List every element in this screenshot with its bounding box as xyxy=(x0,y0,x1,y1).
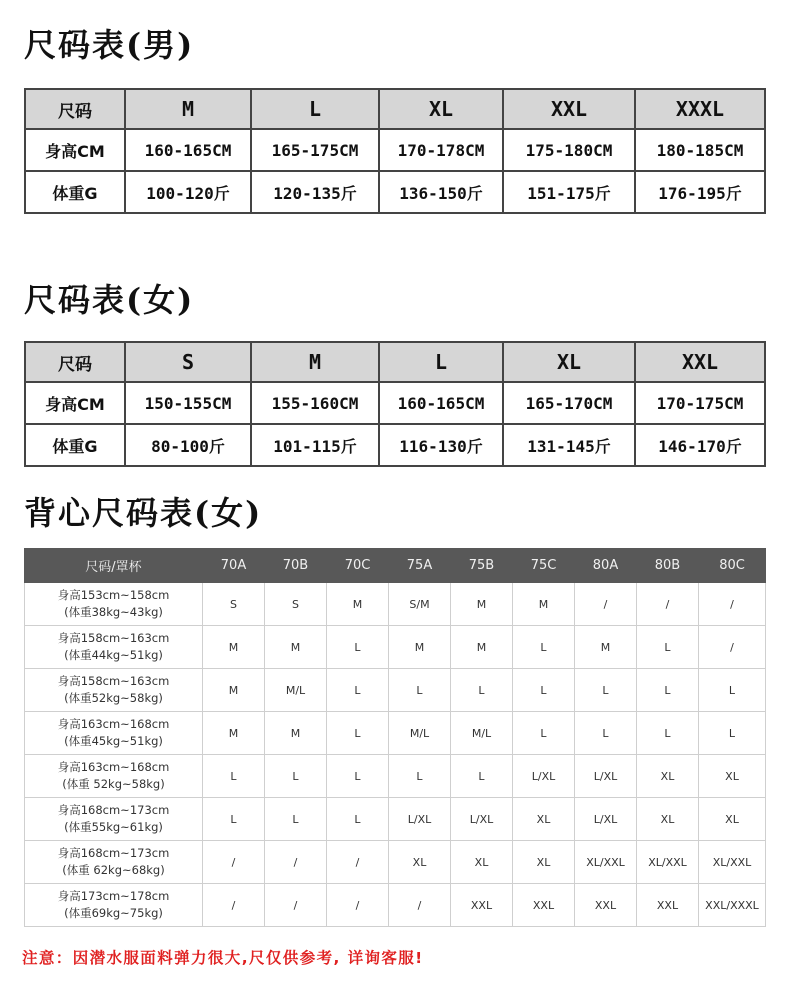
table-cell: 170-178CM xyxy=(379,129,503,171)
table-cell: 165-170CM xyxy=(503,382,635,424)
table-cell: L xyxy=(327,626,389,669)
body-measurement-label xyxy=(25,755,203,798)
table-cell: / xyxy=(637,583,699,626)
size-column-header: XXL xyxy=(503,89,635,129)
table-cell: 131-145斤 xyxy=(503,424,635,466)
body-measurement-label xyxy=(25,583,203,626)
vest-size-table xyxy=(24,548,766,927)
women-size-chart-title: 尺码表(女) xyxy=(24,281,195,319)
table-cell: L xyxy=(513,712,575,755)
size-column-header: M xyxy=(251,342,379,382)
table-cell: L xyxy=(699,669,766,712)
height-range: 身高153cm~158cm xyxy=(57,588,170,602)
table-cell: M xyxy=(513,583,575,626)
cup-size-column-header: 70C xyxy=(327,549,389,583)
table-cell: L xyxy=(513,669,575,712)
table-cell: L xyxy=(389,669,451,712)
row-label: 身高CM xyxy=(25,129,125,171)
table-cell: 150-155CM xyxy=(125,382,251,424)
table-row xyxy=(25,841,766,884)
table-cell: L/XL xyxy=(575,798,637,841)
cup-size-column-header: 80A xyxy=(575,549,637,583)
size-column-header: L xyxy=(379,342,503,382)
table-cell: M/L xyxy=(451,712,513,755)
height-range: 身高158cm~163cm xyxy=(57,631,170,645)
table-cell: M xyxy=(203,626,265,669)
table-cell: M xyxy=(451,626,513,669)
table-cell: / xyxy=(265,841,327,884)
notice-text: 注意：因潜水服面料弹力很大,尺仅供参考, 详询客服! xyxy=(22,949,424,967)
table-row xyxy=(25,669,766,712)
cup-size-column-header: 70B xyxy=(265,549,327,583)
size-column-header: XXL xyxy=(635,342,765,382)
size-column-header: XL xyxy=(503,342,635,382)
table-cell: / xyxy=(389,884,451,927)
height-range: 身高173cm~178cm xyxy=(57,889,170,903)
table-cell: L xyxy=(513,626,575,669)
cup-size-column-header: 75C xyxy=(513,549,575,583)
size-column-header: S xyxy=(125,342,251,382)
table-cell: / xyxy=(699,583,766,626)
table-cell: L xyxy=(451,755,513,798)
weight-range: (体重55kg~61kg) xyxy=(64,820,163,834)
table-cell: L xyxy=(637,712,699,755)
table-cell: L xyxy=(327,798,389,841)
table-cell: M xyxy=(203,669,265,712)
height-range: 身高168cm~173cm xyxy=(57,846,170,860)
vest-header-row xyxy=(25,549,766,583)
table-cell: L xyxy=(327,712,389,755)
table-cell: XL/XXL xyxy=(699,841,766,884)
table-cell: 100-120斤 xyxy=(125,171,251,213)
row-label: 体重G xyxy=(25,424,125,466)
table-cell: XXL/XXXL xyxy=(699,884,766,927)
table-cell: L/XL xyxy=(451,798,513,841)
table-row xyxy=(25,755,766,798)
table-cell: XL xyxy=(451,841,513,884)
size-header-label: 尺码 xyxy=(25,342,125,382)
table-cell: L xyxy=(203,798,265,841)
table-cell: L xyxy=(265,798,327,841)
table-cell: XXL xyxy=(451,884,513,927)
table-cell: 175-180CM xyxy=(503,129,635,171)
table-cell: XL xyxy=(513,798,575,841)
row-label: 体重G xyxy=(25,171,125,213)
table-cell: 146-170斤 xyxy=(635,424,765,466)
table-cell: 176-195斤 xyxy=(635,171,765,213)
table-cell: M/L xyxy=(389,712,451,755)
size-column-header: L xyxy=(251,89,379,129)
table-cell: L xyxy=(203,755,265,798)
body-measurement-label xyxy=(25,669,203,712)
table-cell: L xyxy=(637,626,699,669)
table-cell: / xyxy=(327,884,389,927)
table-cell: 165-175CM xyxy=(251,129,379,171)
body-measurement-label xyxy=(25,798,203,841)
height-range: 身高158cm~163cm xyxy=(57,674,170,688)
table-cell: M xyxy=(575,626,637,669)
table-cell: XL xyxy=(389,841,451,884)
table-cell: 155-160CM xyxy=(251,382,379,424)
table-row xyxy=(25,583,766,626)
table-row xyxy=(25,129,765,171)
weight-range: (体重 52kg~58kg) xyxy=(62,777,165,791)
table-cell: 160-165CM xyxy=(379,382,503,424)
body-measurement-label xyxy=(25,841,203,884)
table-cell: 160-165CM xyxy=(125,129,251,171)
table-cell: XL xyxy=(637,798,699,841)
table-cell: XL/XXL xyxy=(637,841,699,884)
table-row xyxy=(25,171,765,213)
table-cell: M xyxy=(203,712,265,755)
header-row xyxy=(25,342,765,382)
table-cell: S xyxy=(203,583,265,626)
table-cell: / xyxy=(203,841,265,884)
table-cell: L/XL xyxy=(513,755,575,798)
size-column-header: M xyxy=(125,89,251,129)
table-cell: 170-175CM xyxy=(635,382,765,424)
table-cell: XL xyxy=(699,798,766,841)
table-cell: L xyxy=(327,755,389,798)
vest-size-chart-title: 背心尺码表(女) xyxy=(24,494,263,532)
weight-range: (体重 62kg~68kg) xyxy=(62,863,165,877)
table-row xyxy=(25,382,765,424)
table-cell: M/L xyxy=(265,669,327,712)
table-cell: S xyxy=(265,583,327,626)
table-cell: 151-175斤 xyxy=(503,171,635,213)
table-cell: L xyxy=(575,712,637,755)
cup-size-column-header: 75B xyxy=(451,549,513,583)
table-cell: L xyxy=(637,669,699,712)
table-cell: XXL xyxy=(575,884,637,927)
cup-size-column-header: 80B xyxy=(637,549,699,583)
table-row xyxy=(25,424,765,466)
cup-size-column-header: 75A xyxy=(389,549,451,583)
weight-range: (体重44kg~51kg) xyxy=(64,648,163,662)
height-range: 身高163cm~168cm xyxy=(57,717,170,731)
table-cell: XXL xyxy=(637,884,699,927)
body-measurement-label xyxy=(25,626,203,669)
table-cell: M xyxy=(265,626,327,669)
table-cell: / xyxy=(327,841,389,884)
table-cell: / xyxy=(203,884,265,927)
table-cell: M xyxy=(265,712,327,755)
table-row xyxy=(25,626,766,669)
height-range: 身高163cm~168cm xyxy=(57,760,170,774)
weight-range: (体重45kg~51kg) xyxy=(64,734,163,748)
weight-range: (体重52kg~58kg) xyxy=(64,691,163,705)
table-cell: M xyxy=(451,583,513,626)
row-label: 身高CM xyxy=(25,382,125,424)
table-cell: L xyxy=(575,669,637,712)
table-cell: L xyxy=(265,755,327,798)
table-cell: XL/XXL xyxy=(575,841,637,884)
men-size-chart-title: 尺码表(男) xyxy=(24,26,195,64)
men-size-table xyxy=(24,88,766,214)
table-cell: L/XL xyxy=(389,798,451,841)
table-cell: L xyxy=(389,755,451,798)
table-row xyxy=(25,884,766,927)
table-cell: XL xyxy=(699,755,766,798)
body-measurement-label xyxy=(25,712,203,755)
table-cell: XL xyxy=(637,755,699,798)
table-cell: 101-115斤 xyxy=(251,424,379,466)
table-cell: / xyxy=(575,583,637,626)
table-cell: 136-150斤 xyxy=(379,171,503,213)
table-cell: S/M xyxy=(389,583,451,626)
height-range: 身高168cm~173cm xyxy=(57,803,170,817)
weight-range: (体重38kg~43kg) xyxy=(64,605,163,619)
table-cell: / xyxy=(699,626,766,669)
cup-size-column-header: 80C xyxy=(699,549,766,583)
table-cell: L xyxy=(327,669,389,712)
size-column-header: XL xyxy=(379,89,503,129)
size-column-header: XXXL xyxy=(635,89,765,129)
table-cell: 80-100斤 xyxy=(125,424,251,466)
table-row xyxy=(25,712,766,755)
table-cell: M xyxy=(389,626,451,669)
size-cup-header: 尺码/罩杯 xyxy=(25,549,203,583)
table-cell: 180-185CM xyxy=(635,129,765,171)
table-cell: L xyxy=(699,712,766,755)
table-cell: XXL xyxy=(513,884,575,927)
table-cell: XL xyxy=(513,841,575,884)
table-row xyxy=(25,798,766,841)
table-cell: 120-135斤 xyxy=(251,171,379,213)
table-cell: 116-130斤 xyxy=(379,424,503,466)
table-cell: M xyxy=(327,583,389,626)
women-size-table xyxy=(24,341,766,467)
cup-size-column-header: 70A xyxy=(203,549,265,583)
table-cell: L/XL xyxy=(575,755,637,798)
weight-range: (体重69kg~75kg) xyxy=(64,906,163,920)
header-row xyxy=(25,89,765,129)
body-measurement-label xyxy=(25,884,203,927)
table-cell: / xyxy=(265,884,327,927)
table-cell: L xyxy=(451,669,513,712)
size-header-label: 尺码 xyxy=(25,89,125,129)
